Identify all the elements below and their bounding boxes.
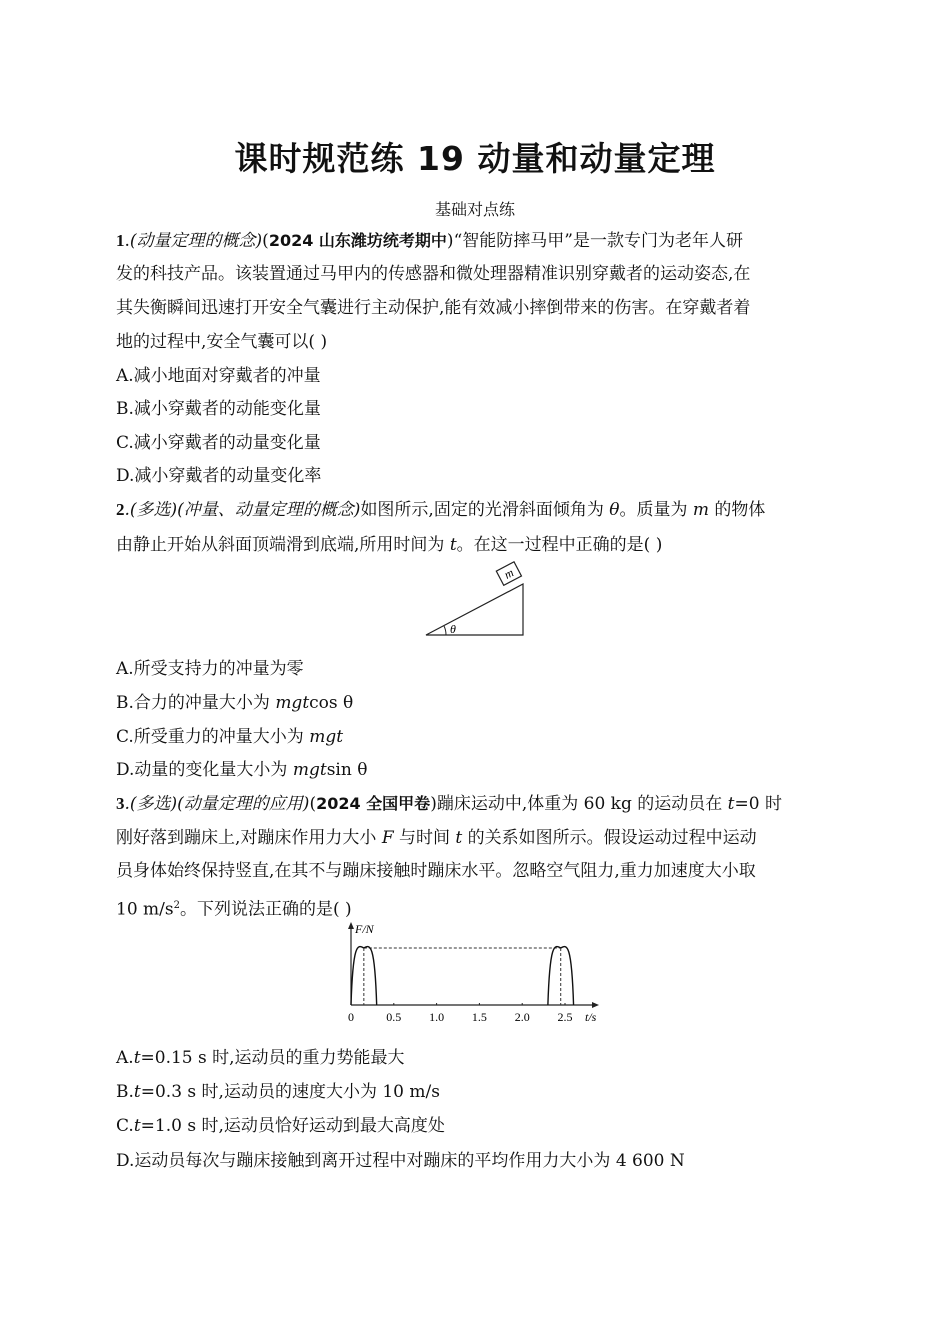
q1-tag: (动量定理的概念) <box>129 231 263 251</box>
x-axis-label: t/s <box>585 1010 597 1024</box>
q2-option-b[interactable]: B.合力的冲量大小为 mgtcos θ <box>116 693 354 713</box>
force-time-chart <box>335 920 615 1030</box>
q1-line-3: 其失衡瞬间迅速打开安全气囊进行主动保护,能有效减小摔倒带来的伤害。在穿戴者着 <box>116 298 751 318</box>
q2-option-c[interactable]: C.所受重力的冲量大小为 mgt <box>116 727 344 747</box>
incline-figure <box>420 560 530 640</box>
q3-line-4: 10 $m/s^2$。下列说法正确的是( ) <box>116 899 352 920</box>
q3-source: 2024 全国甲卷 <box>316 794 431 813</box>
q2-line-2: 由静止开始从斜面顶端滑到底端,所用时间为 t。在这一过程中正确的是( ) <box>116 535 663 555</box>
q1-line-4: 地的过程中,安全气囊可以( ) <box>116 332 328 352</box>
x-tick-label: 2.0 <box>514 1010 530 1024</box>
q1-number: 1 <box>116 231 125 250</box>
x-tick-label: 1.5 <box>471 1010 487 1024</box>
q2-line-1: 2.(多选)(冲量、动量定理的概念)如图所示,固定的光滑斜面倾角为 θ。质量为 m 的物体 <box>116 500 766 520</box>
q2-tag: .(多选)(冲量、动量定理的概念) <box>124 500 361 520</box>
x-axis-arrow <box>592 1002 599 1008</box>
q1-source: 2024 山东潍坊统考期中 <box>268 231 447 250</box>
q3-number: 3 <box>116 794 125 813</box>
q2-option-d[interactable]: D.动量的变化量大小为 mgtsin θ <box>116 760 368 780</box>
q3-tag: .(多选)(动量定理的应用) <box>124 794 310 814</box>
q3-option-a[interactable]: A.t=0.15 s 时,运动员的重力势能最大 <box>116 1048 405 1068</box>
x-tick-label: 1.0 <box>429 1010 445 1024</box>
q1-option-d[interactable]: D.减小穿戴者的动量变化率 <box>116 466 322 486</box>
q3-line-1: 3.(多选)(动量定理的应用)(2024 全国甲卷)蹦床运动中,体重为 60 kg 的运动员在 t=0 时 <box>116 794 782 814</box>
q3-option-b[interactable]: B.t=0.3 s 时,运动员的速度大小为 10 m/s <box>116 1082 440 1102</box>
q1-option-a[interactable]: A.减小地面对穿戴者的冲量 <box>116 366 321 386</box>
y-axis-arrow <box>348 922 354 929</box>
angle-label: θ <box>450 622 456 636</box>
page-title: 课时规范练 19 动量和动量定理 <box>234 139 716 178</box>
block-label: m <box>501 565 516 582</box>
angle-arc <box>444 626 446 635</box>
q2-option-a[interactable]: A.所受支持力的冲量为零 <box>116 659 304 679</box>
x-tick-label: 2.5 <box>557 1010 573 1024</box>
x-tick-label: 0.5 <box>386 1010 402 1024</box>
q3-option-c[interactable]: C.t=1.0 s 时,运动员恰好运动到最大高度处 <box>116 1116 445 1136</box>
incline-triangle <box>426 584 523 635</box>
q3-line-3: 员身体始终保持竖直,在其不与蹦床接触时蹦床水平。忽略空气阻力,重力加速度大小取 <box>116 861 756 881</box>
q1-option-c[interactable]: C.减小穿戴者的动量变化量 <box>116 433 321 453</box>
q3-option-d[interactable]: D.运动员每次与蹦床接触到离开过程中对蹦床的平均作用力大小为 4 600 N <box>116 1151 685 1171</box>
q1-line-1: 1.(动量定理的概念)(2024 山东潍坊统考期中)“智能防摔马甲”是一款专门为老年人研 <box>116 231 743 251</box>
q1-option-b[interactable]: B.减小穿戴者的动能变化量 <box>116 399 321 419</box>
q3-line-2: 刚好落到蹦床上,对蹦床作用力大小 F 与时间 t 的关系如图所示。假设运动过程中运动 <box>116 828 757 848</box>
y-axis-label: F/N <box>355 922 374 936</box>
q2-number: 2 <box>116 500 125 519</box>
q1-line-2: 发的科技产品。该装置通过马甲内的传感器和微处理器精准识别穿戴者的运动姿态,在 <box>116 264 751 284</box>
section-heading: 基础对点练 <box>434 200 515 219</box>
x-tick-label: 0 <box>348 1010 354 1024</box>
